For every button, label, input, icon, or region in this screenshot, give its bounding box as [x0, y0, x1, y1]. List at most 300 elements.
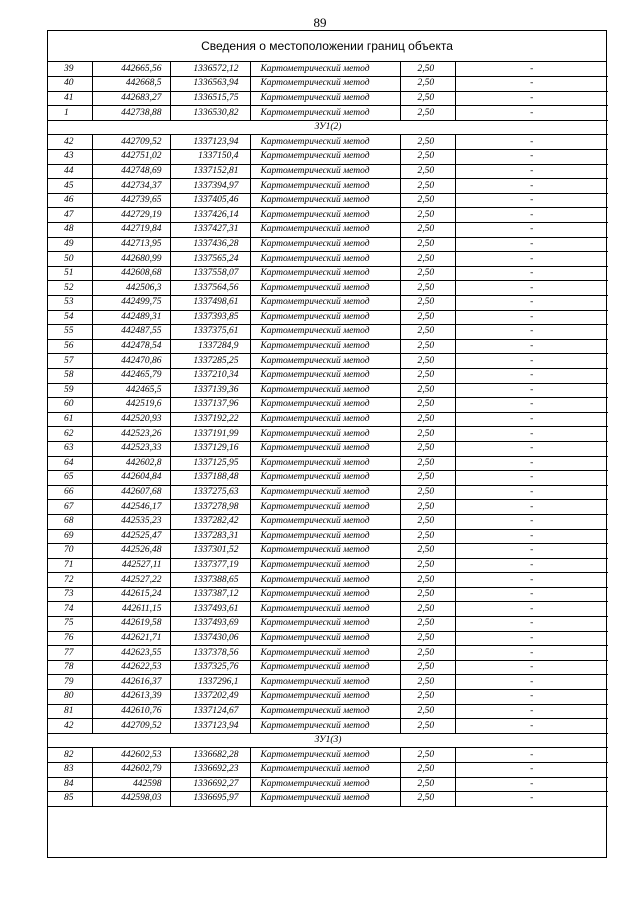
y-coordinate-cell: 1337152,81 — [170, 164, 250, 179]
table-row — [48, 223, 608, 238]
point-number-cell: 75 — [48, 617, 92, 632]
description-cell: - — [455, 763, 608, 778]
accuracy-cell: 2,50 — [400, 266, 455, 281]
y-coordinate-cell: 1337301,52 — [170, 544, 250, 559]
accuracy-cell: 2,50 — [400, 646, 455, 661]
point-number-cell: 67 — [48, 500, 92, 515]
method-cell: Картометрический метод — [250, 368, 400, 383]
accuracy-cell: 2,50 — [400, 456, 455, 471]
accuracy-cell: 2,50 — [400, 383, 455, 398]
accuracy-cell: 2,50 — [400, 427, 455, 442]
table-row — [48, 617, 608, 632]
table-row — [48, 339, 608, 354]
method-cell: Картометрический метод — [250, 631, 400, 646]
accuracy-cell: 2,50 — [400, 763, 455, 778]
accuracy-cell: 2,50 — [400, 514, 455, 529]
x-coordinate-cell: 442527,11 — [92, 558, 170, 573]
x-coordinate-cell: 442616,37 — [92, 675, 170, 690]
table-row — [48, 719, 608, 734]
method-cell: Картометрический метод — [250, 412, 400, 427]
method-cell: Картометрический метод — [250, 456, 400, 471]
point-number-cell: 53 — [48, 296, 92, 311]
description-cell: - — [455, 412, 608, 427]
method-cell: Картометрический метод — [250, 514, 400, 529]
method-cell: Картометрический метод — [250, 485, 400, 500]
method-cell: Картометрический метод — [250, 179, 400, 194]
y-coordinate-cell: 1337123,94 — [170, 719, 250, 734]
description-cell: - — [455, 77, 608, 92]
description-cell: - — [455, 544, 608, 559]
point-number-cell: 59 — [48, 383, 92, 398]
table-row — [48, 587, 608, 602]
description-cell: - — [455, 339, 608, 354]
point-number-cell: 58 — [48, 368, 92, 383]
x-coordinate-cell: 442604,84 — [92, 471, 170, 486]
method-cell: Картометрический метод — [250, 441, 400, 456]
y-coordinate-cell: 1337378,56 — [170, 646, 250, 661]
method-cell: Картометрический метод — [250, 660, 400, 675]
x-coordinate-cell: 442729,19 — [92, 208, 170, 223]
point-number-cell: 66 — [48, 485, 92, 500]
point-number-cell: 65 — [48, 471, 92, 486]
table-row — [48, 471, 608, 486]
accuracy-cell: 2,50 — [400, 296, 455, 311]
x-coordinate-cell: 442709,52 — [92, 135, 170, 150]
y-coordinate-cell: 1337129,16 — [170, 441, 250, 456]
table-row — [48, 325, 608, 340]
x-coordinate-cell: 442506,3 — [92, 281, 170, 296]
method-cell: Картометрический метод — [250, 690, 400, 705]
x-coordinate-cell: 442668,5 — [92, 77, 170, 92]
table-row — [48, 179, 608, 194]
point-number-cell: 52 — [48, 281, 92, 296]
table-row — [48, 77, 608, 92]
description-cell: - — [455, 398, 608, 413]
method-cell: Картометрический метод — [250, 675, 400, 690]
point-number-cell: 84 — [48, 777, 92, 792]
x-coordinate-cell: 442478,54 — [92, 339, 170, 354]
y-coordinate-cell: 1336530,82 — [170, 106, 250, 121]
method-cell: Картометрический метод — [250, 223, 400, 238]
table-row — [48, 106, 608, 121]
table-row — [48, 646, 608, 661]
accuracy-cell: 2,50 — [400, 223, 455, 238]
method-cell: Картометрический метод — [250, 325, 400, 340]
table-row — [48, 529, 608, 544]
coordinates-table-body — [48, 62, 608, 806]
description-cell: - — [455, 368, 608, 383]
x-coordinate-cell: 442621,71 — [92, 631, 170, 646]
point-number-cell: 74 — [48, 602, 92, 617]
x-coordinate-cell: 442487,55 — [92, 325, 170, 340]
point-number-cell: 77 — [48, 646, 92, 661]
description-cell: - — [455, 471, 608, 486]
method-cell: Картометрический метод — [250, 237, 400, 252]
x-coordinate-cell: 442615,24 — [92, 587, 170, 602]
y-coordinate-cell: 1337426,14 — [170, 208, 250, 223]
accuracy-cell: 2,50 — [400, 208, 455, 223]
point-number-cell: 42 — [48, 135, 92, 150]
accuracy-cell: 2,50 — [400, 792, 455, 807]
table-row — [48, 266, 608, 281]
accuracy-cell: 2,50 — [400, 777, 455, 792]
accuracy-cell: 2,50 — [400, 573, 455, 588]
accuracy-cell: 2,50 — [400, 325, 455, 340]
point-number-cell: 68 — [48, 514, 92, 529]
description-cell: - — [455, 296, 608, 311]
description-cell: - — [455, 617, 608, 632]
y-coordinate-cell: 1336563,94 — [170, 77, 250, 92]
y-coordinate-cell: 1337375,61 — [170, 325, 250, 340]
table-row — [48, 456, 608, 471]
table-row — [48, 252, 608, 267]
table-row — [48, 602, 608, 617]
description-cell: - — [455, 62, 608, 77]
y-coordinate-cell: 1337393,85 — [170, 310, 250, 325]
table-row — [48, 427, 608, 442]
accuracy-cell: 2,50 — [400, 748, 455, 763]
table-row — [48, 500, 608, 515]
table-row — [48, 441, 608, 456]
x-coordinate-cell: 442525,47 — [92, 529, 170, 544]
method-cell: Картометрический метод — [250, 77, 400, 92]
method-cell: Картометрический метод — [250, 296, 400, 311]
x-coordinate-cell: 442602,79 — [92, 763, 170, 778]
point-number-cell: 51 — [48, 266, 92, 281]
y-coordinate-cell: 1336682,28 — [170, 748, 250, 763]
x-coordinate-cell: 442598 — [92, 777, 170, 792]
x-coordinate-cell: 442523,33 — [92, 441, 170, 456]
point-number-cell: 71 — [48, 558, 92, 573]
accuracy-cell: 2,50 — [400, 412, 455, 427]
x-coordinate-cell: 442465,5 — [92, 383, 170, 398]
point-number-cell: 80 — [48, 690, 92, 705]
method-cell: Картометрический метод — [250, 646, 400, 661]
method-cell: Картометрический метод — [250, 252, 400, 267]
x-coordinate-cell: 442520,93 — [92, 412, 170, 427]
point-number-cell: 42 — [48, 719, 92, 734]
point-number-cell: 82 — [48, 748, 92, 763]
method-cell: Картометрический метод — [250, 383, 400, 398]
point-number-cell: 44 — [48, 164, 92, 179]
method-cell: Картометрический метод — [250, 106, 400, 121]
point-number-cell: 64 — [48, 456, 92, 471]
description-cell: - — [455, 325, 608, 340]
point-number-cell: 61 — [48, 412, 92, 427]
description-cell: - — [455, 792, 608, 807]
point-number-cell: 79 — [48, 675, 92, 690]
point-number-cell: 55 — [48, 325, 92, 340]
description-cell: - — [455, 135, 608, 150]
description-cell: - — [455, 514, 608, 529]
y-coordinate-cell: 1337192,22 — [170, 412, 250, 427]
y-coordinate-cell: 1337565,24 — [170, 252, 250, 267]
accuracy-cell: 2,50 — [400, 398, 455, 413]
method-cell: Картометрический метод — [250, 354, 400, 369]
table-row — [48, 675, 608, 690]
description-cell: - — [455, 354, 608, 369]
x-coordinate-cell: 442680,99 — [92, 252, 170, 267]
point-number-cell: 60 — [48, 398, 92, 413]
x-coordinate-cell: 442526,48 — [92, 544, 170, 559]
description-cell: - — [455, 587, 608, 602]
x-coordinate-cell: 442598,03 — [92, 792, 170, 807]
method-cell: Картометрический метод — [250, 398, 400, 413]
description-cell: - — [455, 500, 608, 515]
point-number-cell: 50 — [48, 252, 92, 267]
description-cell: - — [455, 719, 608, 734]
description-cell: - — [455, 237, 608, 252]
description-cell: - — [455, 266, 608, 281]
description-cell: - — [455, 573, 608, 588]
y-coordinate-cell: 1337283,31 — [170, 529, 250, 544]
accuracy-cell: 2,50 — [400, 354, 455, 369]
accuracy-cell: 2,50 — [400, 544, 455, 559]
description-cell: - — [455, 704, 608, 719]
section-label: ЗУ1(3) — [48, 733, 608, 748]
y-coordinate-cell: 1336695,97 — [170, 792, 250, 807]
description-cell: - — [455, 777, 608, 792]
description-cell: - — [455, 383, 608, 398]
y-coordinate-cell: 1337558,07 — [170, 266, 250, 281]
x-coordinate-cell: 442734,37 — [92, 179, 170, 194]
x-coordinate-cell: 442611,15 — [92, 602, 170, 617]
x-coordinate-cell: 442602,53 — [92, 748, 170, 763]
table-row — [48, 748, 608, 763]
point-number-cell: 85 — [48, 792, 92, 807]
description-cell: - — [455, 252, 608, 267]
method-cell: Картометрический метод — [250, 150, 400, 165]
y-coordinate-cell: 1337188,48 — [170, 471, 250, 486]
accuracy-cell: 2,50 — [400, 62, 455, 77]
y-coordinate-cell: 1337139,36 — [170, 383, 250, 398]
x-coordinate-cell: 442683,27 — [92, 91, 170, 106]
x-coordinate-cell: 442470,86 — [92, 354, 170, 369]
x-coordinate-cell: 442751,02 — [92, 150, 170, 165]
accuracy-cell: 2,50 — [400, 77, 455, 92]
table-row — [48, 237, 608, 252]
method-cell: Картометрический метод — [250, 266, 400, 281]
table-row — [48, 485, 608, 500]
table-row — [48, 704, 608, 719]
x-coordinate-cell: 442527,22 — [92, 573, 170, 588]
y-coordinate-cell: 1337427,31 — [170, 223, 250, 238]
y-coordinate-cell: 1337493,69 — [170, 617, 250, 632]
table-row — [48, 383, 608, 398]
x-coordinate-cell: 442489,31 — [92, 310, 170, 325]
table-row — [48, 412, 608, 427]
description-cell: - — [455, 690, 608, 705]
description-cell: - — [455, 310, 608, 325]
table-row — [48, 91, 608, 106]
method-cell: Картометрический метод — [250, 281, 400, 296]
description-cell: - — [455, 631, 608, 646]
point-number-cell: 73 — [48, 587, 92, 602]
y-coordinate-cell: 1337125,95 — [170, 456, 250, 471]
description-cell: - — [455, 456, 608, 471]
point-number-cell: 41 — [48, 91, 92, 106]
description-cell: - — [455, 748, 608, 763]
y-coordinate-cell: 1337325,76 — [170, 660, 250, 675]
description-cell: - — [455, 179, 608, 194]
point-number-cell: 45 — [48, 179, 92, 194]
x-coordinate-cell: 442713,95 — [92, 237, 170, 252]
method-cell: Картометрический метод — [250, 91, 400, 106]
description-cell: - — [455, 208, 608, 223]
y-coordinate-cell: 1337137,96 — [170, 398, 250, 413]
x-coordinate-cell: 442535,23 — [92, 514, 170, 529]
description-cell: - — [455, 529, 608, 544]
x-coordinate-cell: 442665,56 — [92, 62, 170, 77]
accuracy-cell: 2,50 — [400, 704, 455, 719]
table-row — [48, 368, 608, 383]
method-cell: Картометрический метод — [250, 763, 400, 778]
x-coordinate-cell: 442748,69 — [92, 164, 170, 179]
point-number-cell: 46 — [48, 193, 92, 208]
point-number-cell: 63 — [48, 441, 92, 456]
table-row — [48, 164, 608, 179]
y-coordinate-cell: 1337278,98 — [170, 500, 250, 515]
table-row — [48, 690, 608, 705]
point-number-cell: 49 — [48, 237, 92, 252]
accuracy-cell: 2,50 — [400, 135, 455, 150]
accuracy-cell: 2,50 — [400, 310, 455, 325]
table-row — [48, 777, 608, 792]
description-cell: - — [455, 164, 608, 179]
method-cell: Картометрический метод — [250, 602, 400, 617]
point-number-cell: 83 — [48, 763, 92, 778]
method-cell: Картометрический метод — [250, 339, 400, 354]
accuracy-cell: 2,50 — [400, 471, 455, 486]
table-row — [48, 792, 608, 807]
table-row — [48, 150, 608, 165]
method-cell: Картометрический метод — [250, 427, 400, 442]
y-coordinate-cell: 1337430,06 — [170, 631, 250, 646]
x-coordinate-cell: 442608,68 — [92, 266, 170, 281]
y-coordinate-cell: 1337387,12 — [170, 587, 250, 602]
accuracy-cell: 2,50 — [400, 281, 455, 296]
accuracy-cell: 2,50 — [400, 558, 455, 573]
point-number-cell: 47 — [48, 208, 92, 223]
table-row — [48, 660, 608, 675]
accuracy-cell: 2,50 — [400, 602, 455, 617]
point-number-cell: 72 — [48, 573, 92, 588]
method-cell: Картометрический метод — [250, 135, 400, 150]
description-cell: - — [455, 441, 608, 456]
point-number-cell: 40 — [48, 77, 92, 92]
description-cell: - — [455, 193, 608, 208]
method-cell: Картометрический метод — [250, 164, 400, 179]
point-number-cell: 62 — [48, 427, 92, 442]
description-cell: - — [455, 281, 608, 296]
y-coordinate-cell: 1337498,61 — [170, 296, 250, 311]
description-cell: - — [455, 558, 608, 573]
accuracy-cell: 2,50 — [400, 690, 455, 705]
x-coordinate-cell: 442622,53 — [92, 660, 170, 675]
y-coordinate-cell: 1337405,46 — [170, 193, 250, 208]
x-coordinate-cell: 442546,17 — [92, 500, 170, 515]
y-coordinate-cell: 1337275,63 — [170, 485, 250, 500]
x-coordinate-cell: 442465,79 — [92, 368, 170, 383]
y-coordinate-cell: 1337394,97 — [170, 179, 250, 194]
x-coordinate-cell: 442709,52 — [92, 719, 170, 734]
table-title: Сведения о местоположении границ объекта — [48, 31, 606, 62]
page-number: 89 — [313, 15, 327, 30]
y-coordinate-cell: 1337282,42 — [170, 514, 250, 529]
accuracy-cell: 2,50 — [400, 193, 455, 208]
document-frame — [47, 30, 607, 858]
x-coordinate-cell: 442738,88 — [92, 106, 170, 121]
description-cell: - — [455, 646, 608, 661]
accuracy-cell: 2,50 — [400, 719, 455, 734]
y-coordinate-cell: 1337191,99 — [170, 427, 250, 442]
description-cell: - — [455, 106, 608, 121]
method-cell: Картометрический метод — [250, 62, 400, 77]
x-coordinate-cell: 442499,75 — [92, 296, 170, 311]
point-number-cell: 56 — [48, 339, 92, 354]
description-cell: - — [455, 427, 608, 442]
method-cell: Картометрический метод — [250, 617, 400, 632]
x-coordinate-cell: 442610,76 — [92, 704, 170, 719]
x-coordinate-cell: 442623,55 — [92, 646, 170, 661]
accuracy-cell: 2,50 — [400, 675, 455, 690]
y-coordinate-cell: 1337123,94 — [170, 135, 250, 150]
y-coordinate-cell: 1337388,65 — [170, 573, 250, 588]
method-cell: Картометрический метод — [250, 500, 400, 515]
point-number-cell: 69 — [48, 529, 92, 544]
y-coordinate-cell: 1337296,1 — [170, 675, 250, 690]
accuracy-cell: 2,50 — [400, 587, 455, 602]
y-coordinate-cell: 1337150,4 — [170, 150, 250, 165]
section-row — [48, 120, 608, 135]
accuracy-cell: 2,50 — [400, 485, 455, 500]
method-cell: Картометрический метод — [250, 471, 400, 486]
accuracy-cell: 2,50 — [400, 368, 455, 383]
accuracy-cell: 2,50 — [400, 631, 455, 646]
description-cell: - — [455, 223, 608, 238]
y-coordinate-cell: 1337284,9 — [170, 339, 250, 354]
section-label: ЗУ1(2) — [48, 120, 608, 135]
x-coordinate-cell: 442523,26 — [92, 427, 170, 442]
table-row — [48, 62, 608, 77]
description-cell: - — [455, 91, 608, 106]
method-cell: Картометрический метод — [250, 573, 400, 588]
accuracy-cell: 2,50 — [400, 339, 455, 354]
description-cell: - — [455, 675, 608, 690]
accuracy-cell: 2,50 — [400, 617, 455, 632]
point-number-cell: 48 — [48, 223, 92, 238]
table-row — [48, 514, 608, 529]
y-coordinate-cell: 1336692,27 — [170, 777, 250, 792]
accuracy-cell: 2,50 — [400, 179, 455, 194]
table-row — [48, 398, 608, 413]
y-coordinate-cell: 1337210,34 — [170, 368, 250, 383]
point-number-cell: 81 — [48, 704, 92, 719]
point-number-cell: 54 — [48, 310, 92, 325]
y-coordinate-cell: 1336515,75 — [170, 91, 250, 106]
description-cell: - — [455, 485, 608, 500]
y-coordinate-cell: 1337202,49 — [170, 690, 250, 705]
method-cell: Картометрический метод — [250, 704, 400, 719]
point-number-cell: 39 — [48, 62, 92, 77]
point-number-cell: 57 — [48, 354, 92, 369]
method-cell: Картометрический метод — [250, 208, 400, 223]
accuracy-cell: 2,50 — [400, 106, 455, 121]
y-coordinate-cell: 1336692,23 — [170, 763, 250, 778]
description-cell: - — [455, 660, 608, 675]
x-coordinate-cell: 442619,58 — [92, 617, 170, 632]
table-row — [48, 296, 608, 311]
